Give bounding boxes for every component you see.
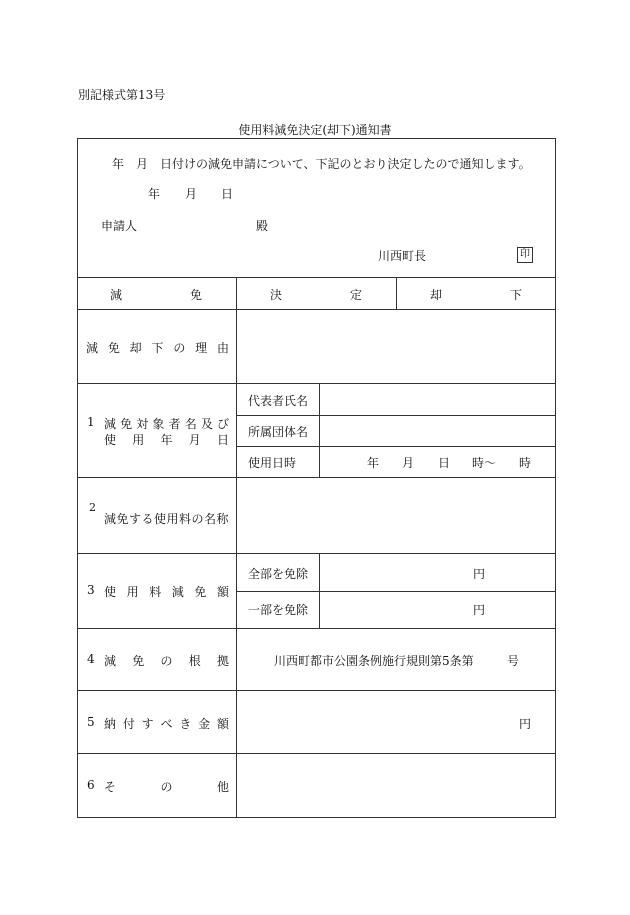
decision-exemption-label: [110, 286, 202, 303]
payable-label: [104, 715, 229, 732]
form-number: 別記様式第13号: [78, 88, 166, 102]
form-title: 使用料減免決定(却下)通知書: [238, 123, 392, 137]
char: 用: [132, 433, 145, 447]
payable-yen: 円: [519, 717, 532, 731]
full-exempt-yen: 円: [473, 567, 486, 581]
use-date-year: 年: [367, 456, 380, 470]
target-label-line2: [104, 431, 229, 448]
honorific: 殿: [256, 219, 269, 233]
use-date-label: 使用日時: [248, 456, 297, 470]
char: 下: [509, 288, 522, 302]
fee-name-label: 減免する使用料の名称: [104, 512, 230, 526]
fee-name-num: 2: [89, 501, 96, 514]
other-num: 6: [87, 778, 95, 792]
char: き: [179, 717, 192, 731]
char: 理: [195, 341, 208, 355]
issuer: 川西町長: [378, 249, 427, 263]
char: 減: [104, 417, 117, 431]
char: の: [173, 341, 186, 355]
char: 象: [152, 417, 165, 431]
char: 他: [216, 780, 229, 794]
payable-num: 5: [87, 715, 95, 729]
char: 使: [104, 585, 117, 599]
char: び: [216, 417, 229, 431]
char: 根: [188, 654, 201, 668]
char: 名: [184, 417, 197, 431]
rep-name-label: 代表者氏名: [248, 394, 309, 408]
use-date-from-hour: 時〜: [472, 456, 497, 470]
char: 付: [122, 717, 135, 731]
char: の: [160, 780, 173, 794]
date-year: 年: [148, 187, 161, 201]
char: 減: [171, 585, 184, 599]
part-exempt-yen: 円: [473, 603, 486, 617]
char: 却: [430, 288, 443, 302]
char: の: [160, 654, 173, 668]
applicant-label: 申請人: [101, 219, 138, 233]
char: 免: [120, 417, 133, 431]
char: 免: [132, 654, 145, 668]
rule-header-bottom: [77, 277, 556, 278]
char: 者: [168, 417, 181, 431]
char: 減: [104, 654, 117, 668]
char: 日: [216, 433, 229, 447]
char: す: [141, 717, 154, 731]
amount-num: 3: [87, 583, 95, 597]
rule-feename-bottom: [77, 553, 556, 554]
rule-decision-bottom: [77, 309, 556, 310]
use-date-to-hour: 時: [519, 456, 532, 470]
char: 免: [189, 288, 202, 302]
rule-reason-bottom: [77, 383, 556, 384]
char: べ: [160, 717, 173, 731]
rule-target-2: [236, 446, 556, 447]
char: 減: [110, 288, 123, 302]
char: 納: [104, 717, 117, 731]
char: 免: [107, 341, 120, 355]
char: 使: [104, 433, 117, 447]
char: 却: [129, 341, 142, 355]
notice-year: 年: [112, 157, 125, 171]
char: 下: [151, 341, 164, 355]
use-date-month: 月: [402, 456, 415, 470]
char: 年: [160, 433, 173, 447]
basis-suffix: 号: [507, 654, 520, 668]
rule-payable-bottom: [77, 753, 556, 754]
char: 決: [270, 288, 283, 302]
char: 月: [188, 433, 201, 447]
full-exempt-label: 全部を免除: [248, 567, 309, 581]
target-num: 1: [87, 415, 95, 429]
char: 金: [198, 717, 211, 731]
date-day: 日: [221, 187, 234, 201]
other-label: [104, 778, 229, 795]
amount-label: [104, 583, 229, 600]
rule-target-bottom: [77, 477, 556, 478]
decision-approved-label: [270, 286, 362, 303]
basis-num: 4: [87, 652, 95, 666]
seal-mark: 印: [517, 247, 533, 263]
decision-rejected-label: [430, 286, 522, 303]
rule-target-sublabel: [319, 383, 320, 477]
char: 額: [216, 585, 229, 599]
rule-amount-bottom: [77, 628, 556, 629]
rule-label-col: [236, 277, 237, 818]
use-date-day: 日: [438, 456, 451, 470]
basis-label: [104, 652, 229, 669]
date-month: 月: [185, 187, 198, 201]
basis-value: 川西町都市公園条例施行規則第5条第: [274, 654, 474, 668]
rule-decision-split: [396, 277, 397, 309]
org-name-label: 所属団体名: [248, 425, 309, 439]
char: 減: [86, 341, 99, 355]
char: そ: [104, 780, 117, 794]
char: 定: [349, 288, 362, 302]
target-label-line1: [104, 415, 229, 432]
part-exempt-label: 一部を免除: [248, 603, 309, 617]
char: 拠: [216, 654, 229, 668]
char: 用: [126, 585, 139, 599]
char: 額: [216, 717, 229, 731]
notice-month: 月: [136, 157, 149, 171]
char: 料: [149, 585, 162, 599]
rule-basis-bottom: [77, 690, 556, 691]
rule-amount-mid: [236, 591, 556, 592]
char: 対: [136, 417, 149, 431]
rule-amount-sublabel: [319, 553, 320, 628]
notice-text: 日付けの減免申請について、下記のとおり決定したので通知します。: [160, 157, 531, 171]
char: 免: [194, 585, 207, 599]
char: 及: [200, 417, 213, 431]
rule-target-1: [236, 415, 556, 416]
reason-label: [86, 339, 229, 356]
char: 由: [216, 341, 229, 355]
